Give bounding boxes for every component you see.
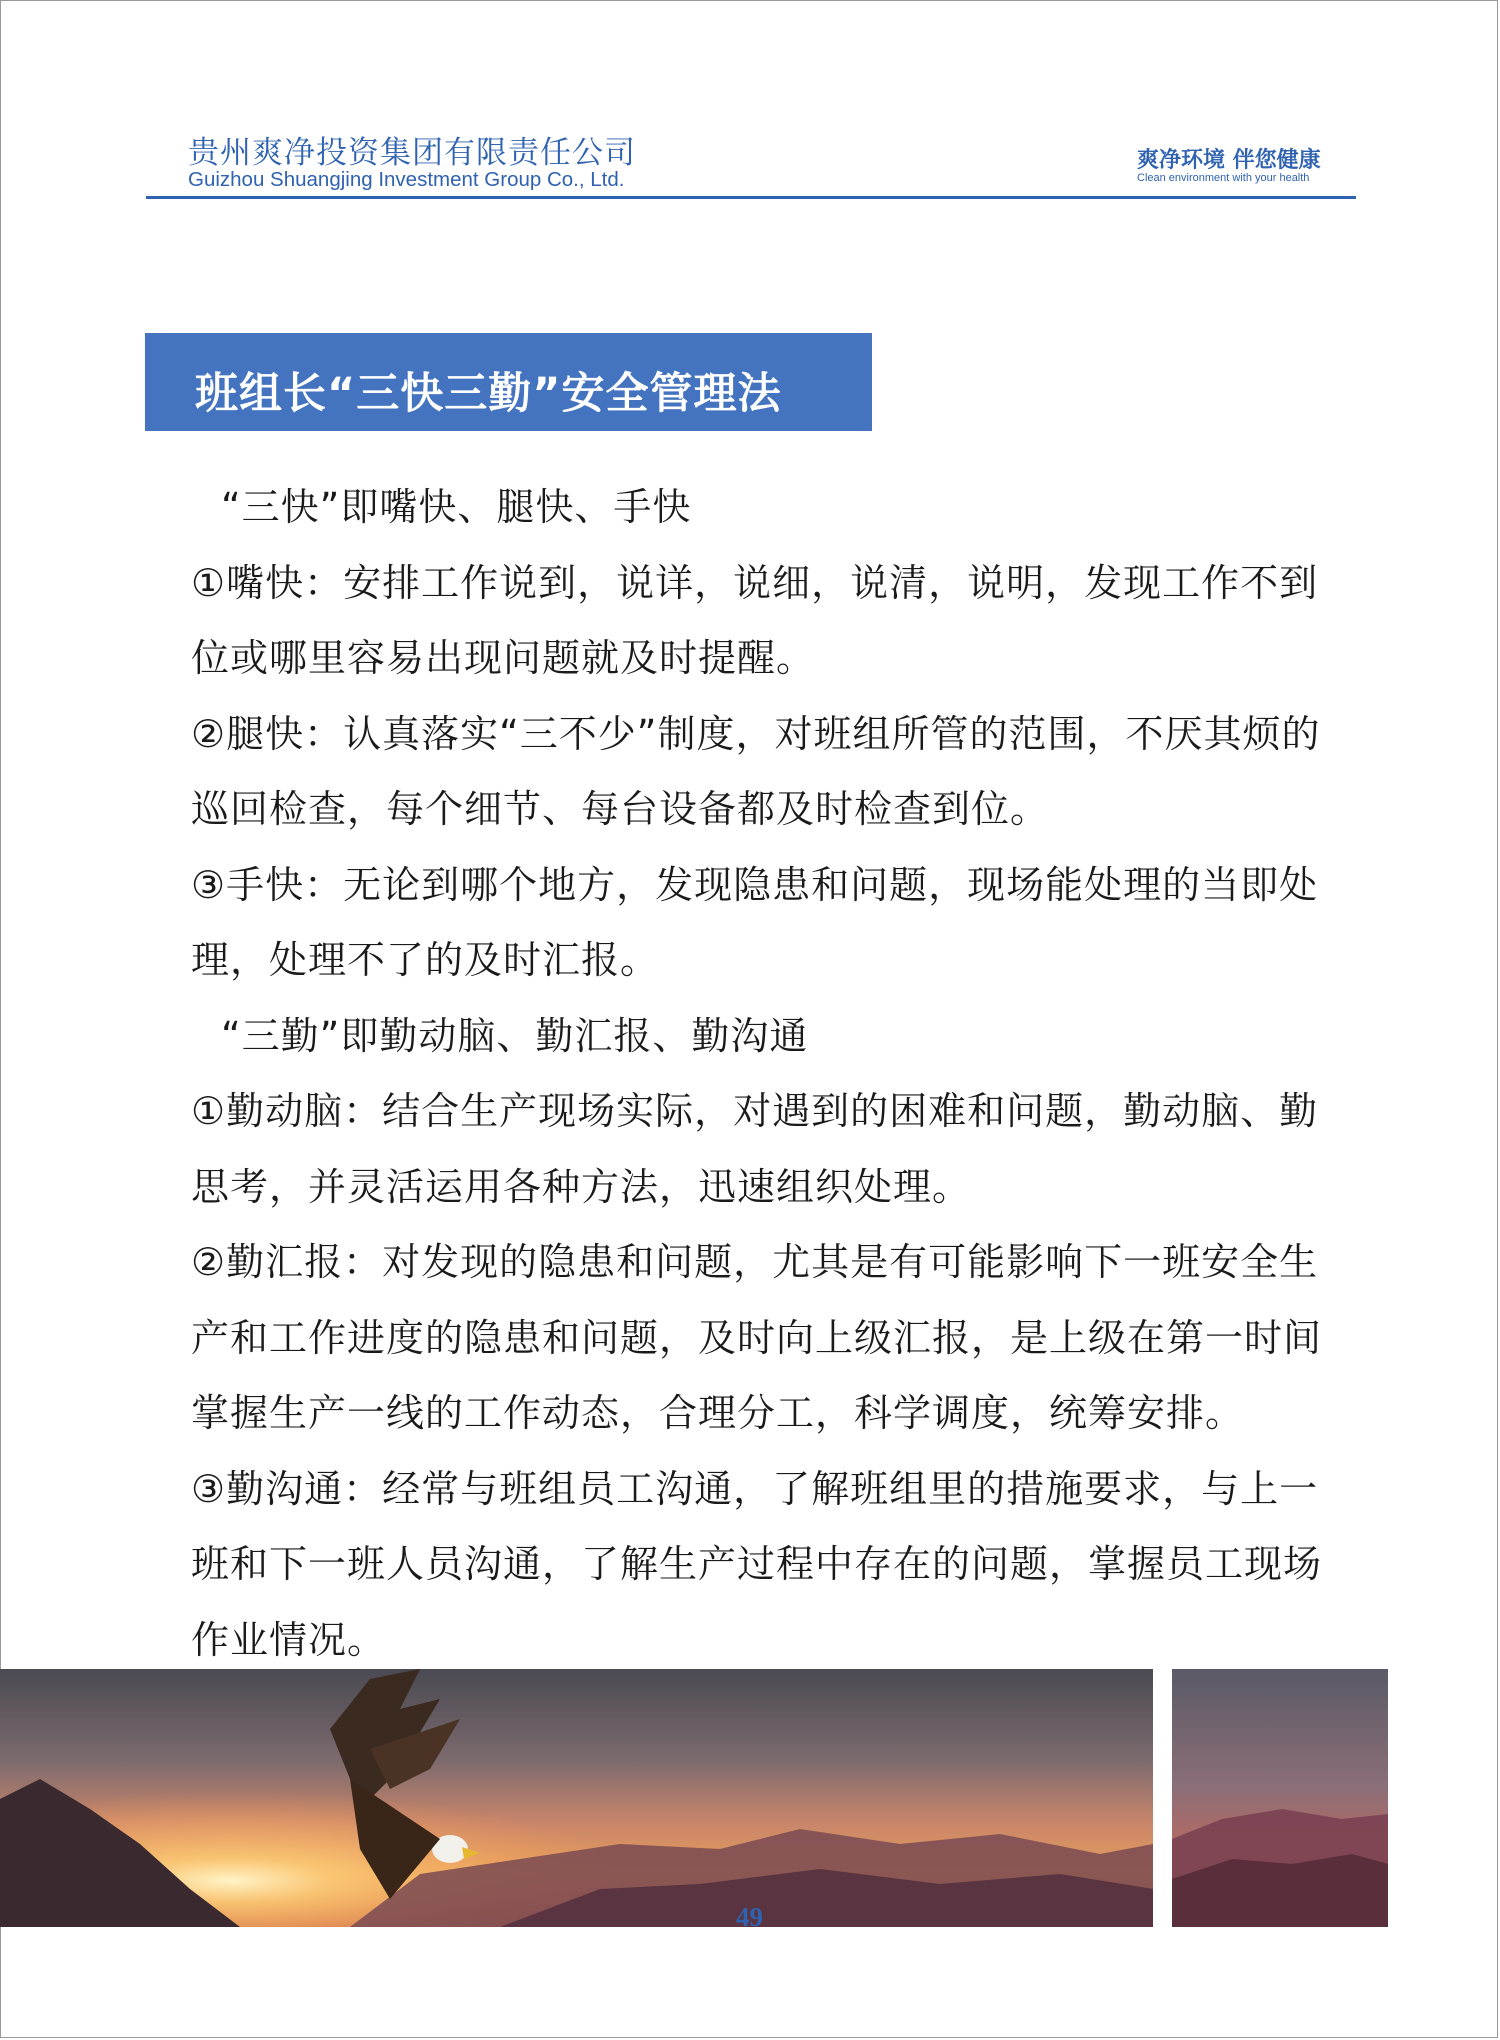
company-name-cn: 贵州爽净投资集团有限责任公司 xyxy=(188,135,636,171)
page-number: 49 xyxy=(736,1902,763,1932)
eagle-sunset-photo xyxy=(0,1669,1153,1927)
paragraph-tuikuai: ②腿快：认真落实“三不少”制度，对班组所管的范围，不厌其烦的巡回检查，每个细节、每台设备都及时检查到位。 xyxy=(191,711,1321,831)
article-body xyxy=(145,470,1345,1678)
paragraph-shoukuai: ③手快：无论到哪个地方，发现隐患和问题，现场能处理的当即处理，处理不了的及时汇报。 xyxy=(191,862,1319,982)
mountain-sunset-photo xyxy=(1172,1669,1388,1927)
slogan-cn: 爽净环境 伴您健康 xyxy=(1137,148,1321,173)
company-name-en: Guizhou Shuangjing Investment Group Co., Ltd. xyxy=(188,168,625,191)
title-banner xyxy=(145,333,872,431)
slogan-en: Clean environment with your health xyxy=(1137,172,1310,184)
paragraph-qindongnao: ①勤动脑：结合生产现场实际，对遇到的困难和问题，勤动脑、勤思考，并灵活运用各种方法，迅速组织处理。 xyxy=(191,1089,1319,1209)
paragraph-qingoutong: ③勤沟通：经常与班组员工沟通，了解班组里的措施要求，与上一班和下一班人员沟通，了解生产过程中存在的问题，掌握员工现场作业情况。 xyxy=(191,1466,1323,1662)
header-divider xyxy=(146,196,1356,199)
paragraph-qinhuibao: ②勤汇报：对发现的隐患和问题，尤其是有可能影响下一班安全生产和工作进度的隐患和问题，及时向上级汇报，是上级在第一时间掌握生产一线的工作动态，合理分工，科学调度，统筹安排。 xyxy=(191,1240,1323,1435)
section-heading-sankuai: “三快”即嘴快、腿快、手快 xyxy=(221,485,692,529)
paragraph-zuikuai: ①嘴快：安排工作说到，说详，说细，说清，说明，发现工作不到位或哪里容易出现问题就及时提醒。 xyxy=(191,560,1319,680)
section-heading-sanqin: “三勤”即勤动脑、勤汇报、勤沟通 xyxy=(221,1013,809,1058)
page-title: 班组长“三快三勤”安全管理法 xyxy=(195,369,782,419)
